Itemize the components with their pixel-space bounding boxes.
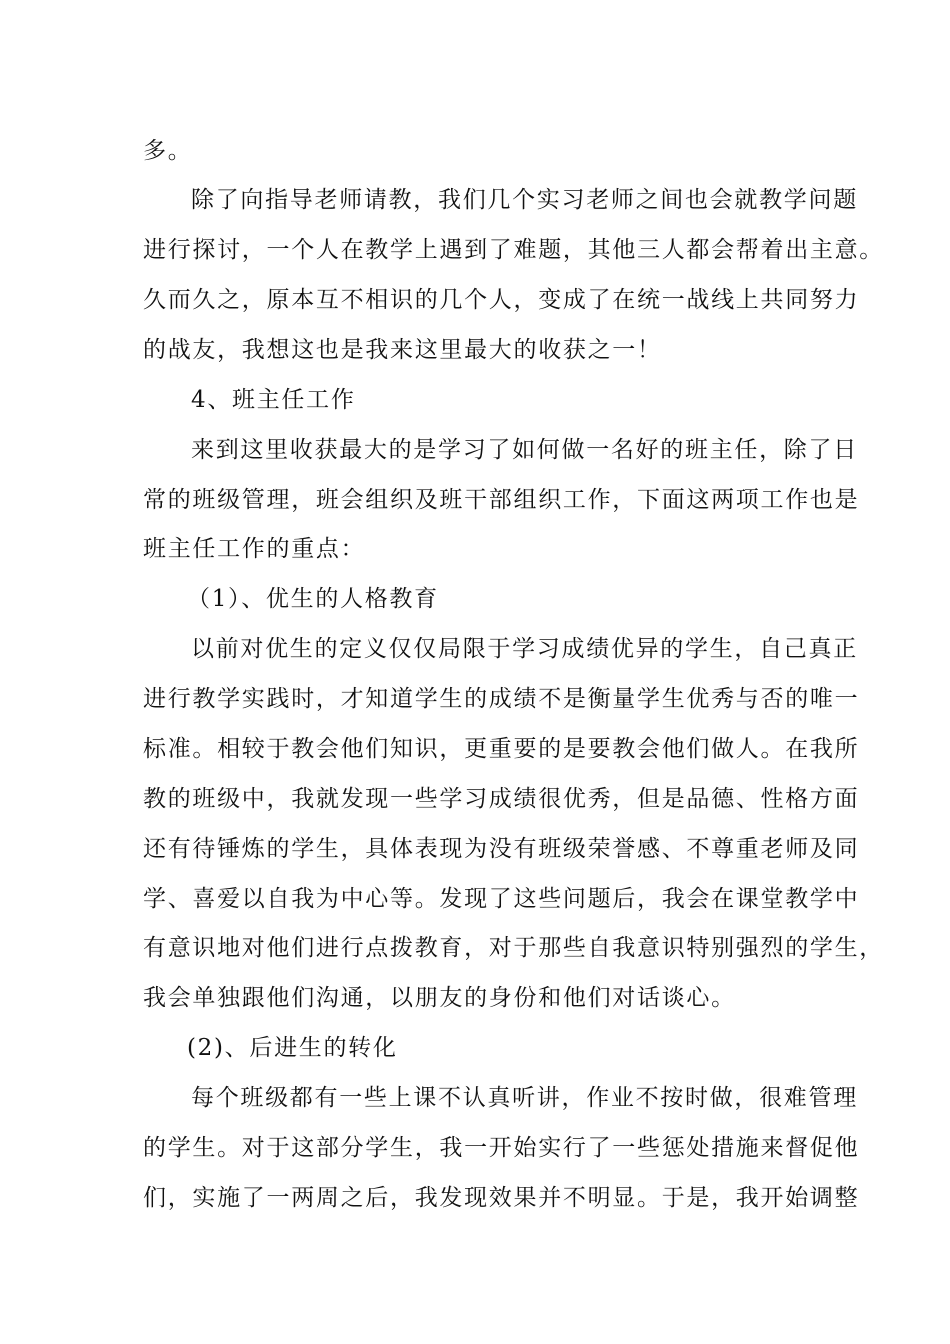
text-line: 教的班级中，我就发现一些学习成绩很优秀，但是品德、性格方面: [143, 786, 860, 812]
text-line: 久而久之，原本互不相识的几个人，变成了在统一战线上共同努力: [143, 287, 860, 313]
paragraph-start-line: 每个班级都有一些上课不认真听讲，作业不按时做，很难管理: [191, 1085, 858, 1111]
text-line: 常的班级管理，班会组织及班干部组织工作，下面这两项工作也是: [143, 487, 860, 513]
text-line: 进行探讨，一个人在教学上遇到了难题，其他三人都会帮着出主意。: [143, 237, 884, 263]
text-line: 还有待锤炼的学生，具体表现为没有班级荣誉感、不尊重老师及同: [143, 836, 860, 862]
paragraph-start-line: 以前对优生的定义仅仅局限于学习成绩优异的学生，自己真正: [191, 636, 858, 662]
paragraph-start-line: 除了向指导老师请教，我们几个实习老师之间也会就教学问题: [191, 187, 858, 213]
text-line: 我会单独跟他们沟通，以朋友的身份和他们对话谈心。: [143, 985, 736, 1011]
text-line: 标准。相较于教会他们知识，更重要的是要教会他们做人。在我所: [143, 736, 860, 762]
text-line: 学、喜爱以自我为中心等。发现了这些问题后，我会在课堂教学中: [143, 886, 860, 912]
text-line: 进行教学实践时，才知道学生的成绩不是衡量学生优秀与否的唯一: [143, 686, 860, 712]
text-line: 多。: [143, 138, 193, 164]
subsection-heading: （1）、优生的人格教育: [187, 586, 439, 612]
text-line: 的战友，我想这也是我来这里最大的收获之一！: [143, 337, 662, 363]
text-line: 们，实施了一两周之后，我发现效果并不明显。于是，我开始调整: [143, 1185, 860, 1211]
text-line: 有意识地对他们进行点拨教育，对于那些自我意识特别强烈的学生，: [143, 935, 884, 961]
section-heading: 4、班主任工作: [191, 387, 356, 413]
text-line: 的学生。对于这部分学生，我一开始实行了一些惩处措施来督促他: [143, 1135, 860, 1161]
subsection-heading: (2)、后进生的转化: [187, 1035, 398, 1061]
paragraph-start-line: 来到这里收获最大的是学习了如何做一名好的班主任，除了日: [191, 437, 858, 463]
text-line: 班主任工作的重点：: [143, 536, 366, 562]
